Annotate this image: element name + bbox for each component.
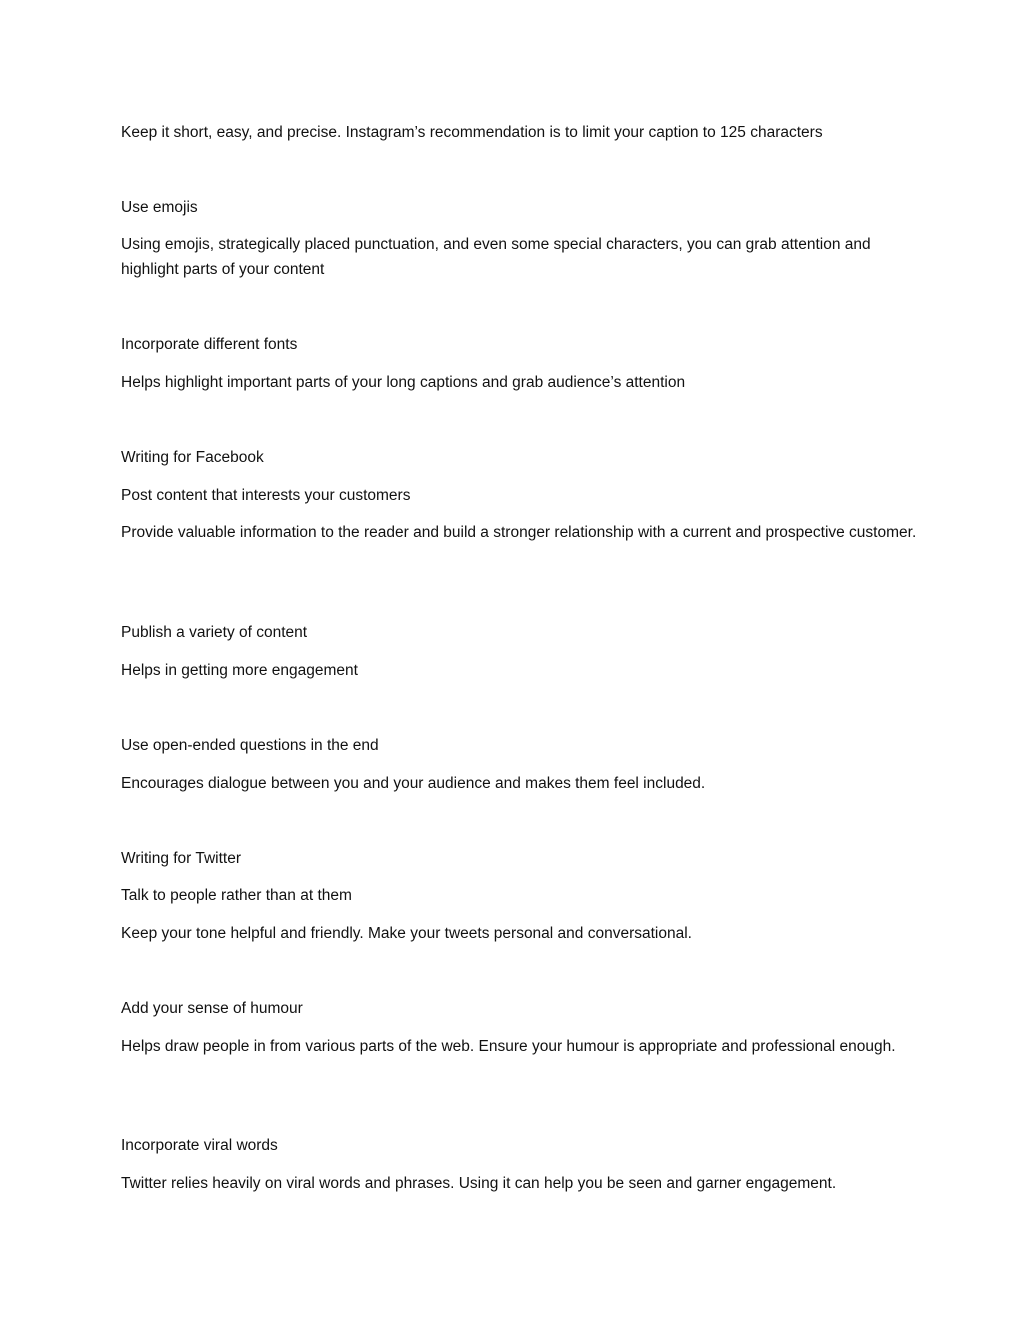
heading-post-content: Post content that interests your customers [121,487,411,504]
heading-writing-for-twitter: Writing for Twitter [121,850,242,867]
heading-use-emojis: Use emojis [121,199,198,216]
paragraph-emojis-detail: Using emojis, strategically placed punctuation, and even some special characters, you can grab attention and highlight parts of your content [121,236,871,278]
paragraph-open-ended-detail: Encourages dialogue between you and your audience and makes them feel included. [121,775,706,792]
heading-open-ended-questions: Use open-ended questions in the end [121,737,379,754]
heading-sense-of-humour: Add your sense of humour [121,1000,303,1017]
heading-viral-words: Incorporate viral words [121,1137,278,1154]
paragraph-instagram-caption-tip: Keep it short, easy, and precise. Instagram’s recommendation is to limit your caption to 125 characters [121,124,823,141]
paragraph-viral-words-detail: Twitter relies heavily on viral words and phrases. Using it can help you be seen and garner engagement. [121,1175,837,1192]
paragraph-post-content-detail: Provide valuable information to the reader and build a stronger relationship with a current and prospective customer. [121,524,917,541]
heading-incorporate-fonts: Incorporate different fonts [121,336,298,353]
heading-talk-to-people: Talk to people rather than at them [121,887,352,904]
paragraph-fonts-detail: Helps highlight important parts of your long captions and grab audience’s attention [121,374,686,391]
paragraph-humour-detail: Helps draw people in from various parts of the web. Ensure your humour is appropriate and professional enough. [121,1038,896,1055]
paragraph-tone-detail: Keep your tone helpful and friendly. Make your tweets personal and conversational. [121,925,692,942]
paragraph-publish-variety-detail: Helps in getting more engagement [121,662,358,679]
heading-writing-for-facebook: Writing for Facebook [121,449,264,466]
heading-publish-variety: Publish a variety of content [121,624,308,641]
